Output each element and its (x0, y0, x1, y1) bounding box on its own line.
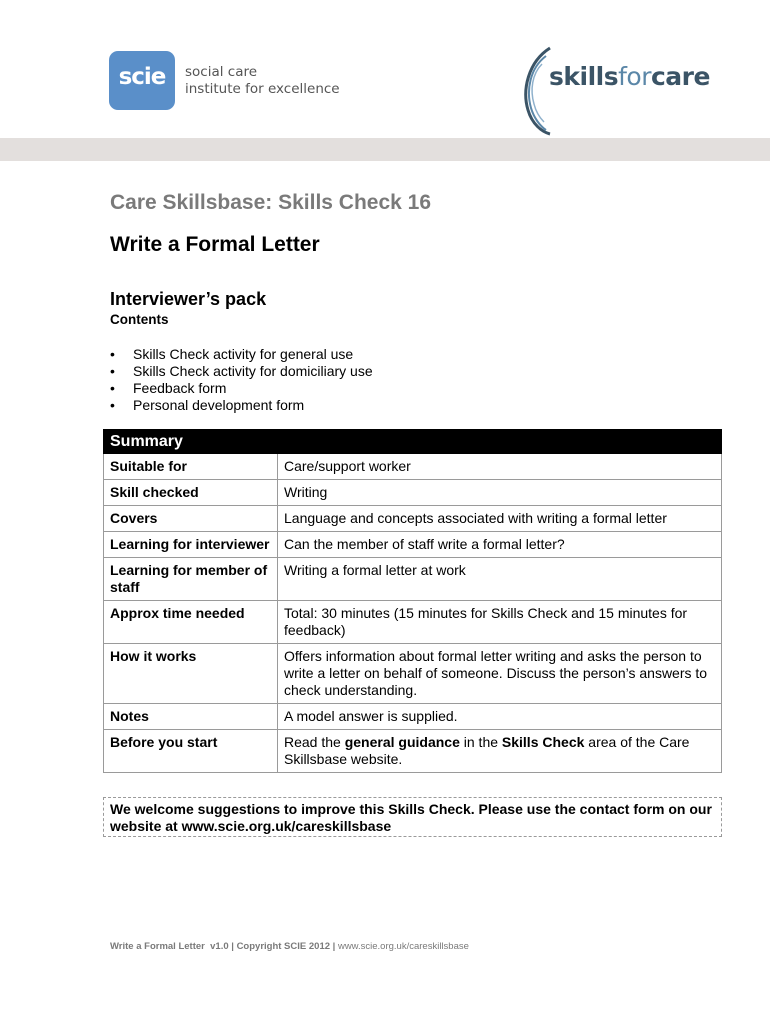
table-row (104, 644, 722, 704)
table-row (104, 532, 722, 558)
feedback-notice: We welcome suggestions to improve this Skills Check. Please use the contact form on our website at www.scie.org.uk/careskillsbase (103, 797, 722, 837)
footer-copyright: v1.0 | Copyright SCIE 2012 | (204, 941, 338, 952)
row-value: Writing a formal letter at work (278, 558, 722, 601)
row-value: Total: 30 minutes (15 minutes for Skills Check and 15 minutes for feedback) (278, 601, 722, 644)
row-label: Covers (104, 506, 278, 532)
contents-item: • Personal development form (110, 397, 373, 414)
row-label: Learning for member of staff (104, 558, 278, 601)
row-value: A model answer is supplied. (278, 704, 722, 730)
scie-name (185, 64, 340, 98)
table-row (104, 704, 722, 730)
row-value-text: in the (459, 734, 502, 750)
table-row (104, 558, 722, 601)
contents-label: Contents (110, 312, 169, 327)
contents-item: • Skills Check activity for general use (110, 346, 373, 363)
sfc-for: for (618, 62, 651, 91)
row-value: Writing (278, 480, 722, 506)
scie-name-line1: social care (185, 64, 258, 80)
skillsforcare-logo (549, 62, 710, 91)
summary-heading-row (104, 430, 722, 454)
document-title: Write a Formal Letter (110, 233, 320, 256)
contents-list (110, 346, 373, 414)
row-label: How it works (104, 644, 278, 704)
table-row (104, 480, 722, 506)
row-value-text: area of the Care Skillsbase website. (284, 734, 690, 767)
document-series-title: Care Skillsbase: Skills Check 16 (110, 191, 432, 214)
scie-name-line2: institute for excellence (185, 81, 340, 97)
summary-heading: Summary (104, 430, 722, 454)
table-row (104, 601, 722, 644)
row-label: Notes (104, 704, 278, 730)
scie-logo (109, 51, 175, 110)
row-value (278, 730, 722, 773)
section-title: Interviewer’s pack (110, 289, 267, 309)
row-label: Suitable for (104, 454, 278, 480)
row-value: Offers information about formal letter writing and asks the person to write a letter on behalf of someone. Discuss the person’s answers to check understanding. (278, 644, 722, 704)
page-footer (110, 941, 469, 952)
row-label: Learning for interviewer (104, 532, 278, 558)
sfc-skills: skills (549, 62, 619, 91)
row-label: Before you start (104, 730, 278, 773)
table-row (104, 454, 722, 480)
summary-table (103, 429, 722, 773)
row-value: Care/support worker (278, 454, 722, 480)
table-row (104, 506, 722, 532)
row-value: Language and concepts associated with writing a formal letter (278, 506, 722, 532)
footer-title: Write a Formal Letter (110, 941, 205, 952)
general-guidance-text: general guidance (344, 734, 460, 750)
contents-item: • Skills Check activity for domiciliary use (110, 363, 373, 380)
skillsforcare-swoosh-icon (522, 46, 552, 136)
scie-logo-text: scie (118, 64, 166, 90)
page-header (0, 0, 770, 138)
sfc-care: care (650, 62, 710, 91)
footer-url: www.scie.org.uk/careskillsbase (337, 941, 469, 952)
table-row (104, 730, 722, 773)
contents-item: • Feedback form (110, 380, 373, 397)
row-value-text: Read the (284, 734, 345, 750)
header-band (0, 138, 770, 161)
row-label: Approx time needed (104, 601, 278, 644)
row-value: Can the member of staff write a formal letter? (278, 532, 722, 558)
skills-check-text: Skills Check (501, 734, 585, 750)
row-label: Skill checked (104, 480, 278, 506)
